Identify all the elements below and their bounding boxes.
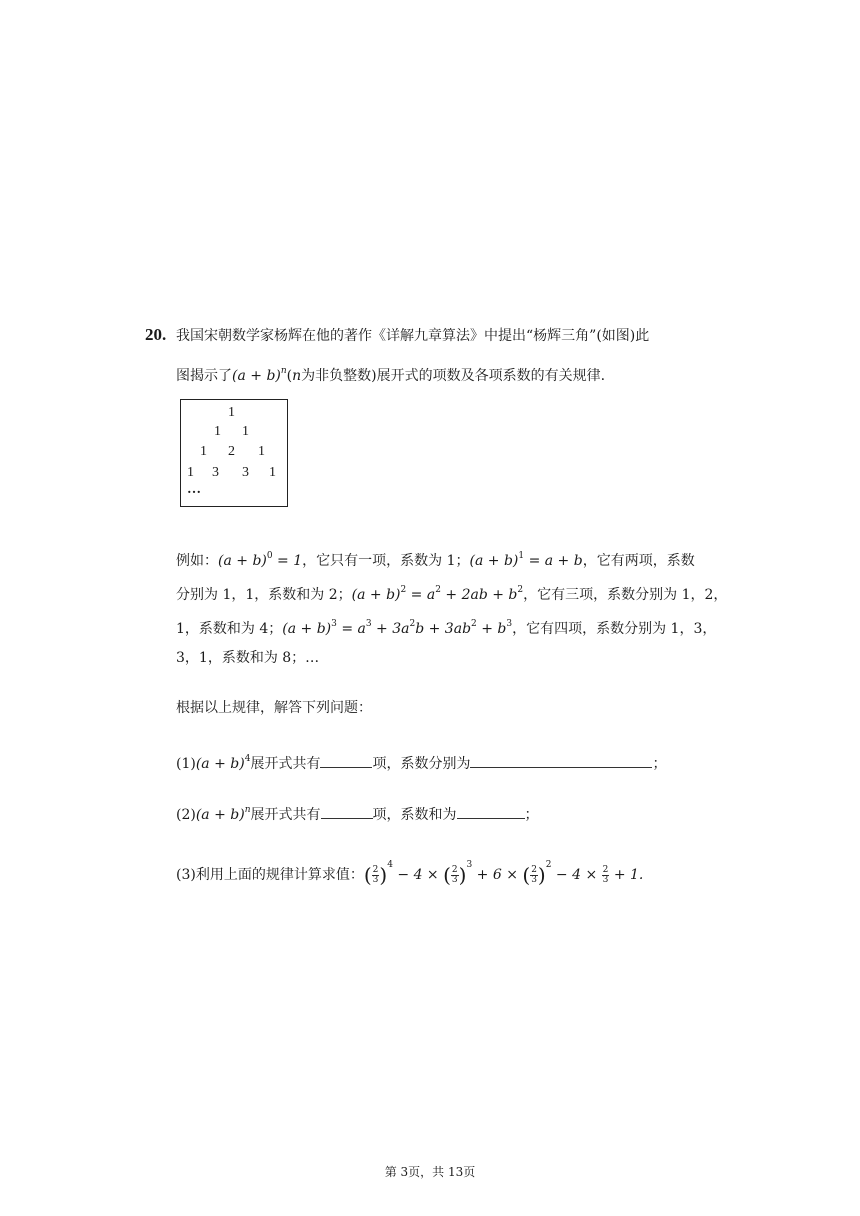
triangle-cell: 1 (242, 424, 249, 439)
triangle-cell: 1 (214, 424, 221, 439)
exponent: 2 (471, 619, 477, 629)
formula: (a + b) (218, 553, 267, 569)
formula-paren: ( (363, 863, 372, 887)
triangle-cell: 1 (258, 444, 265, 459)
exponent: 2 (545, 860, 552, 870)
triangle-ellipsis: … (187, 482, 201, 497)
exponent: 1 (518, 551, 525, 561)
example-text: ，它有四项，系数分别为 1，3， (512, 621, 717, 637)
part-text: 展开式共有 (250, 756, 321, 772)
answer-blank-coefficients[interactable] (470, 753, 652, 768)
part-2 (176, 800, 539, 825)
example-text: 1，系数和为 4； (176, 621, 283, 637)
formula: + 2ab + b (440, 587, 518, 603)
question-intro-line2 (176, 361, 605, 386)
part-text: 展开式共有 (250, 807, 321, 823)
formula-paren: ) (379, 863, 388, 887)
formula: (a + b) (195, 807, 245, 823)
answer-blank-term-count[interactable] (321, 804, 373, 819)
exponent: 4 (387, 860, 393, 870)
exponent: 2 (435, 585, 441, 595)
part-text: 项，系数和为 (372, 807, 457, 823)
triangle-cell: 2 (228, 444, 235, 459)
exponent: 4 (244, 754, 251, 764)
fraction-denominator: 3 (531, 874, 537, 885)
variable-n: n (292, 368, 302, 384)
fraction-denominator: 3 (602, 874, 609, 885)
example-text: 分别为 1，1，系数和为 2； (176, 587, 352, 603)
instruction-text: 根据以上规律，解答下列问题： (176, 700, 372, 716)
part-3 (176, 855, 643, 885)
example-line4: 3，1，系数和为 8；… (176, 650, 320, 666)
triangle-cell: 1 (269, 465, 276, 480)
formula: + 1. (609, 867, 644, 883)
formula: = a (406, 587, 436, 603)
fraction-denominator: 3 (372, 874, 379, 885)
formula-paren: ( (443, 863, 451, 887)
fraction-numerator: 2 (602, 864, 609, 875)
binomial-expression: (a + b) (232, 368, 281, 384)
formula: (a + b) (351, 587, 401, 603)
formula: (a + b) (282, 621, 332, 637)
exponent: 3 (466, 860, 473, 870)
triangle-cell: 1 (200, 444, 207, 459)
part-label: (1) (176, 756, 196, 772)
formula: b + 3ab (415, 621, 472, 637)
fraction-numerator: 2 (451, 864, 458, 875)
intro-text: ( (286, 368, 293, 384)
fraction-denominator: 3 (451, 874, 458, 885)
exponent: 2 (517, 585, 524, 595)
example-line1 (176, 546, 695, 571)
answer-blank-coefficient-sum[interactable] (457, 804, 525, 819)
question-number: 20. (145, 325, 167, 344)
fraction (530, 866, 538, 885)
intro-text: 为非负整数)展开式的项数及各项系数的有关规律. (301, 368, 606, 384)
example-text: ，它只有一项，系数为 1； (302, 553, 470, 569)
formula: + 3a (371, 621, 410, 637)
exponent: 3 (365, 619, 372, 629)
example-text: ，它有两项，系数 (582, 553, 695, 569)
example-line2 (176, 580, 727, 605)
example-line3 (176, 614, 716, 639)
formula: (a + b) (195, 756, 245, 772)
page-footer: 第 3页，共 13页 (384, 1165, 476, 1179)
part-text: ； (524, 807, 539, 823)
triangle-cell: 3 (242, 465, 249, 480)
part-text: 利用上面的规律计算求值： (195, 867, 364, 883)
formula: + 6 × (472, 867, 523, 883)
formula: = a + b (524, 553, 583, 569)
example-text: ，它有三项，系数分别为 1，2， (523, 587, 728, 603)
exponent: 0 (266, 551, 273, 561)
exponent: n (244, 805, 251, 815)
intro-text: 图揭示了 (176, 368, 232, 384)
question-intro-line1: 我国宋朝数学家杨辉在他的著作《详解九章算法》中提出“杨辉三角”(如图)此 (176, 328, 650, 344)
fraction (451, 866, 459, 885)
formula: − 4 × (392, 867, 444, 883)
fraction-numerator: 2 (531, 864, 537, 875)
part-label: (2) (176, 807, 196, 823)
triangle-cell: 1 (228, 405, 235, 420)
formula-paren: ) (537, 863, 546, 887)
exponent: 2 (409, 619, 416, 629)
formula-paren: ) (458, 863, 467, 887)
formula: = a (336, 621, 366, 637)
fraction-numerator: 2 (372, 864, 379, 875)
formula: (a + b) (469, 553, 519, 569)
formula: − 4 × (551, 867, 602, 883)
formula: = 1 (272, 553, 303, 569)
exponent: 3 (331, 619, 337, 629)
formula: + b (476, 621, 507, 637)
yanghui-triangle-figure (180, 399, 288, 507)
part-label: (3) (176, 867, 196, 883)
exponent: 3 (506, 619, 513, 629)
triangle-cell: 1 (187, 465, 194, 480)
part-text: ； (652, 756, 667, 772)
formula-paren: ( (522, 863, 531, 887)
exponent: 2 (400, 585, 407, 595)
example-text: 例如： (176, 553, 218, 569)
answer-blank-term-count[interactable] (320, 753, 372, 768)
part-1 (176, 749, 666, 774)
triangle-cell: 3 (212, 465, 219, 480)
part-text: 项，系数分别为 (372, 756, 471, 772)
exponent: n (280, 366, 287, 376)
